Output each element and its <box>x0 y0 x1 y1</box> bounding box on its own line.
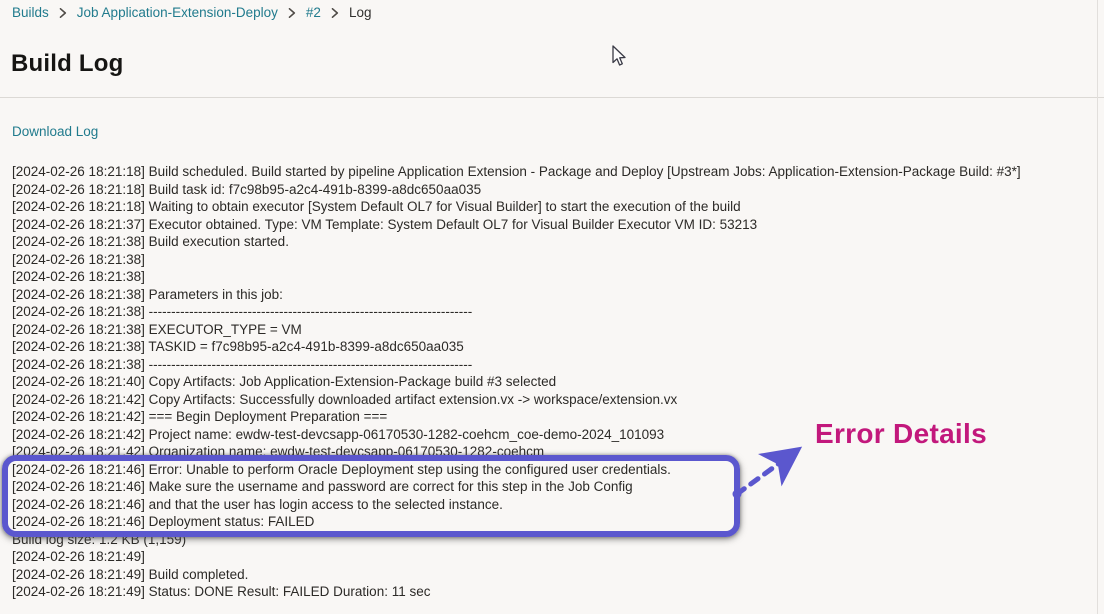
breadcrumb-build-number[interactable]: #2 <box>305 5 321 20</box>
log-lines <box>12 163 1102 601</box>
log-line: [2024-02-26 18:21:49] Status: DONE Result: FAILED Duration: 11 sec <box>12 584 431 599</box>
log-line: [2024-02-26 18:21:38] <box>12 269 145 284</box>
chevron-right-icon <box>288 8 296 18</box>
log-line: [2024-02-26 18:21:46] Error: Unable to perform Oracle Deployment step using the configured user credentials. <box>12 461 671 477</box>
log-line: [2024-02-26 18:21:37] Executor obtained. Type: VM Template: System Default OL7 for Visual Builder Executor VM ID: 53213 <box>12 216 758 232</box>
error-details-label: Error Details <box>815 418 987 449</box>
log-line: [2024-02-26 18:21:46] and that the user has login access to the selected instance. <box>12 496 503 512</box>
log-line: [2024-02-26 18:21:38] TASKID = f7c98b95-a2c4-491b-8399-a8dc650aa035 <box>12 339 464 354</box>
log-line: Build log size: 1.2 KB (1,159) <box>12 531 187 547</box>
breadcrumb-builds[interactable]: Builds <box>12 5 49 20</box>
log-line: [2024-02-26 18:21:42] Copy Artifacts: Successfully downloaded artifact extension.vx -> workspace/extension.vx <box>12 391 678 407</box>
chevron-right-icon <box>59 8 67 18</box>
log-line: [2024-02-26 18:21:46] Make sure the username and password are correct for this step in the Job Config <box>12 479 633 494</box>
log-line: [2024-02-26 18:21:38] Build execution started. <box>12 234 289 249</box>
log-line: [2024-02-26 18:21:38] ------------------------------------------------------------------------ <box>12 356 473 372</box>
mouse-cursor-icon <box>611 45 631 68</box>
log-line: [2024-02-26 18:21:18] Build scheduled. Build started by pipeline Application Extension - Package and Deploy [Upstream Jobs: Application-Extension-Package Build: #3*] <box>12 164 1021 179</box>
log-line: [2024-02-26 18:21:49] Build completed. <box>12 566 249 582</box>
log-line: [2024-02-26 18:21:38] ------------------------------------------------------------------------ <box>12 304 473 319</box>
chevron-right-icon <box>331 8 339 18</box>
log-line: [2024-02-26 18:21:46] Deployment status: FAILED <box>12 514 315 529</box>
breadcrumb-log: Log <box>348 5 372 20</box>
log-line: [2024-02-26 18:21:38] EXECUTOR_TYPE = VM <box>12 321 302 337</box>
log-line: [2024-02-26 18:21:38] Parameters in this job: <box>12 286 283 302</box>
download-log-link[interactable]: Download Log <box>12 124 99 139</box>
title-divider <box>0 97 1104 98</box>
log-line: [2024-02-26 18:21:42] Organization name: ewdw-test-devcsapp-06170530-1282-coehcm <box>12 444 545 459</box>
breadcrumb-job[interactable]: Job Application-Extension-Deploy <box>76 5 278 20</box>
log-line: [2024-02-26 18:21:42] Project name: ewdw-test-devcsapp-06170530-1282-coehcm_coe-demo-2024_101093 <box>12 426 665 442</box>
page-title: Build Log <box>11 50 124 77</box>
log-line: [2024-02-26 18:21:18] Build task id: f7c98b95-a2c4-491b-8399-a8dc650aa035 <box>12 181 482 197</box>
log-line: [2024-02-26 18:21:38] <box>12 251 145 267</box>
content-edge-divider <box>1097 0 1098 614</box>
log-line: [2024-02-26 18:21:18] Waiting to obtain executor [System Default OL7 for Visual Builder] to start the execution of the build <box>12 199 741 214</box>
log-line: [2024-02-26 18:21:42] === Begin Deployment Preparation === <box>12 409 388 424</box>
log-line: [2024-02-26 18:21:49] <box>12 549 145 564</box>
log-line: [2024-02-26 18:21:40] Copy Artifacts: Job Application-Extension-Package build #3 selected <box>12 374 557 389</box>
breadcrumb <box>12 5 371 20</box>
